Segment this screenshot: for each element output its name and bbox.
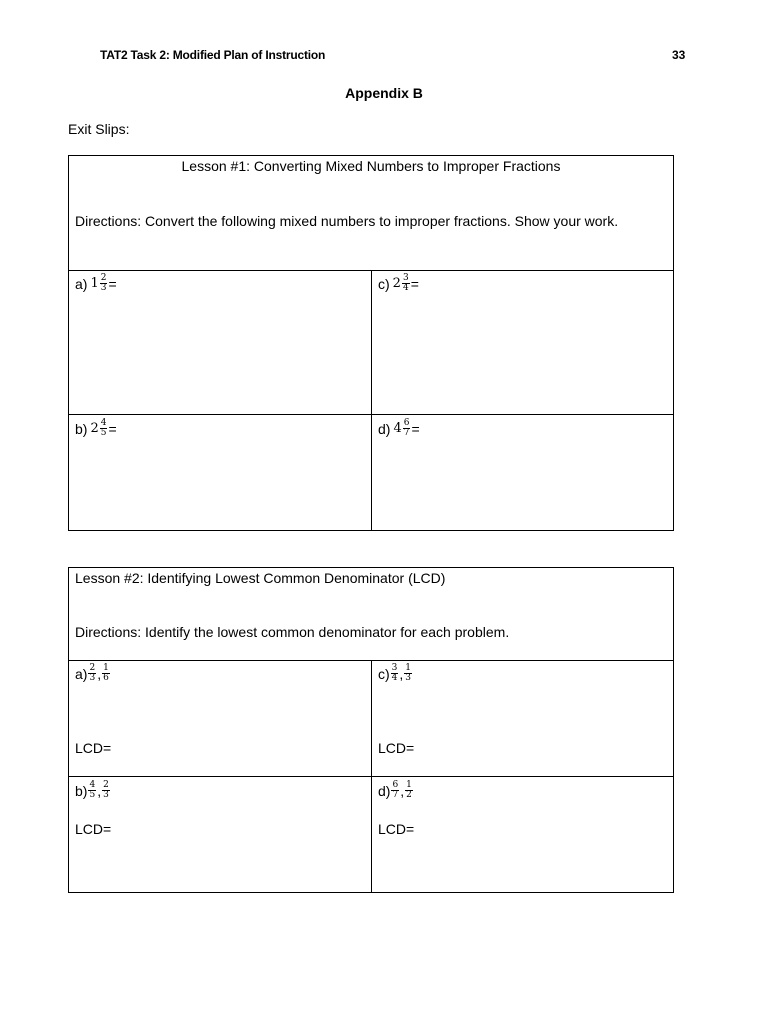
denominator: 5 bbox=[89, 790, 96, 800]
denominator: 5 bbox=[100, 428, 107, 438]
lesson1-problem-a bbox=[69, 270, 371, 414]
fraction bbox=[100, 274, 108, 293]
denominator: 3 bbox=[103, 790, 109, 800]
problem-label: c) bbox=[378, 275, 390, 292]
separator: , bbox=[399, 665, 404, 682]
page-number: 33 bbox=[672, 48, 686, 62]
lesson1-header bbox=[69, 156, 673, 271]
lesson2-problem-a bbox=[69, 660, 371, 776]
problem-label: d) bbox=[378, 782, 391, 799]
numerator: 3 bbox=[391, 663, 398, 673]
whole-number: 1 bbox=[90, 276, 99, 291]
lesson1-problem-d bbox=[372, 415, 674, 531]
lesson2-problem-c bbox=[372, 660, 674, 776]
problem-label: b) bbox=[75, 782, 88, 799]
whole-number: 2 bbox=[90, 421, 99, 436]
denominator: 3 bbox=[89, 673, 96, 683]
fraction bbox=[405, 781, 413, 800]
numerator: 2 bbox=[89, 663, 96, 673]
lesson2-problem-b bbox=[69, 777, 371, 893]
denominator: 4 bbox=[402, 283, 409, 293]
numerator: 6 bbox=[392, 780, 399, 790]
lesson1-title: Lesson #1: Converting Mixed Numbers to Improper Fractions bbox=[181, 158, 561, 174]
fraction bbox=[100, 419, 108, 438]
problem-label: a) bbox=[75, 665, 88, 682]
fraction bbox=[102, 664, 110, 683]
lcd-answer-label: LCD= bbox=[75, 740, 112, 756]
lesson1-problem-b bbox=[69, 415, 371, 531]
equals-sign: = bbox=[411, 420, 420, 437]
equals-sign: = bbox=[108, 275, 117, 292]
denominator: 3 bbox=[100, 283, 107, 293]
fraction bbox=[402, 274, 410, 293]
denominator: 4 bbox=[391, 673, 398, 683]
denominator: 2 bbox=[406, 790, 412, 800]
numerator: 4 bbox=[89, 780, 96, 790]
separator: , bbox=[400, 782, 405, 799]
fraction bbox=[391, 781, 399, 800]
separator: , bbox=[97, 665, 102, 682]
lcd-answer-label: LCD= bbox=[378, 740, 415, 756]
denominator: 3 bbox=[405, 673, 412, 683]
problem-label: d) bbox=[378, 420, 391, 437]
separator: , bbox=[97, 782, 102, 799]
fraction bbox=[88, 664, 96, 683]
denominator: 6 bbox=[103, 673, 109, 683]
lesson2-header bbox=[69, 568, 673, 661]
lesson2-title: Lesson #2: Identifying Lowest Common Denominator (LCD) bbox=[75, 570, 446, 586]
numerator: 1 bbox=[405, 663, 412, 673]
lesson2-problem-d bbox=[372, 777, 674, 893]
fraction bbox=[403, 419, 411, 438]
section-label: Exit Slips: bbox=[68, 121, 130, 137]
lesson1-problem-c bbox=[372, 270, 674, 414]
numerator: 6 bbox=[403, 418, 410, 428]
problem-label: a) bbox=[75, 275, 88, 292]
lesson2-directions: Directions: Identify the lowest common denominator for each problem. bbox=[75, 624, 510, 640]
numerator: 2 bbox=[100, 273, 107, 283]
problem-label: b) bbox=[75, 420, 88, 437]
fraction bbox=[88, 781, 96, 800]
numerator: 2 bbox=[103, 780, 109, 790]
denominator: 7 bbox=[392, 790, 399, 800]
lesson2-exit-slip-table bbox=[68, 567, 674, 893]
lesson1-directions: Directions: Convert the following mixed numbers to improper fractions. Show your work. bbox=[75, 213, 619, 229]
fraction bbox=[404, 664, 412, 683]
fraction bbox=[102, 781, 110, 800]
numerator: 1 bbox=[103, 663, 109, 673]
numerator: 1 bbox=[406, 780, 412, 790]
appendix-title: Appendix B bbox=[345, 85, 423, 101]
equals-sign: = bbox=[108, 420, 117, 437]
lcd-answer-label: LCD= bbox=[378, 821, 415, 837]
running-header-title: TAT2 Task 2: Modified Plan of Instruction bbox=[100, 48, 326, 62]
numerator: 3 bbox=[402, 273, 409, 283]
equals-sign: = bbox=[410, 275, 419, 292]
whole-number: 2 bbox=[392, 276, 401, 291]
denominator: 7 bbox=[403, 428, 410, 438]
fraction bbox=[391, 664, 399, 683]
numerator: 4 bbox=[100, 418, 107, 428]
whole-number: 4 bbox=[393, 421, 402, 436]
lesson1-exit-slip-table bbox=[68, 155, 674, 531]
problem-label: c) bbox=[378, 665, 390, 682]
lcd-answer-label: LCD= bbox=[75, 821, 112, 837]
